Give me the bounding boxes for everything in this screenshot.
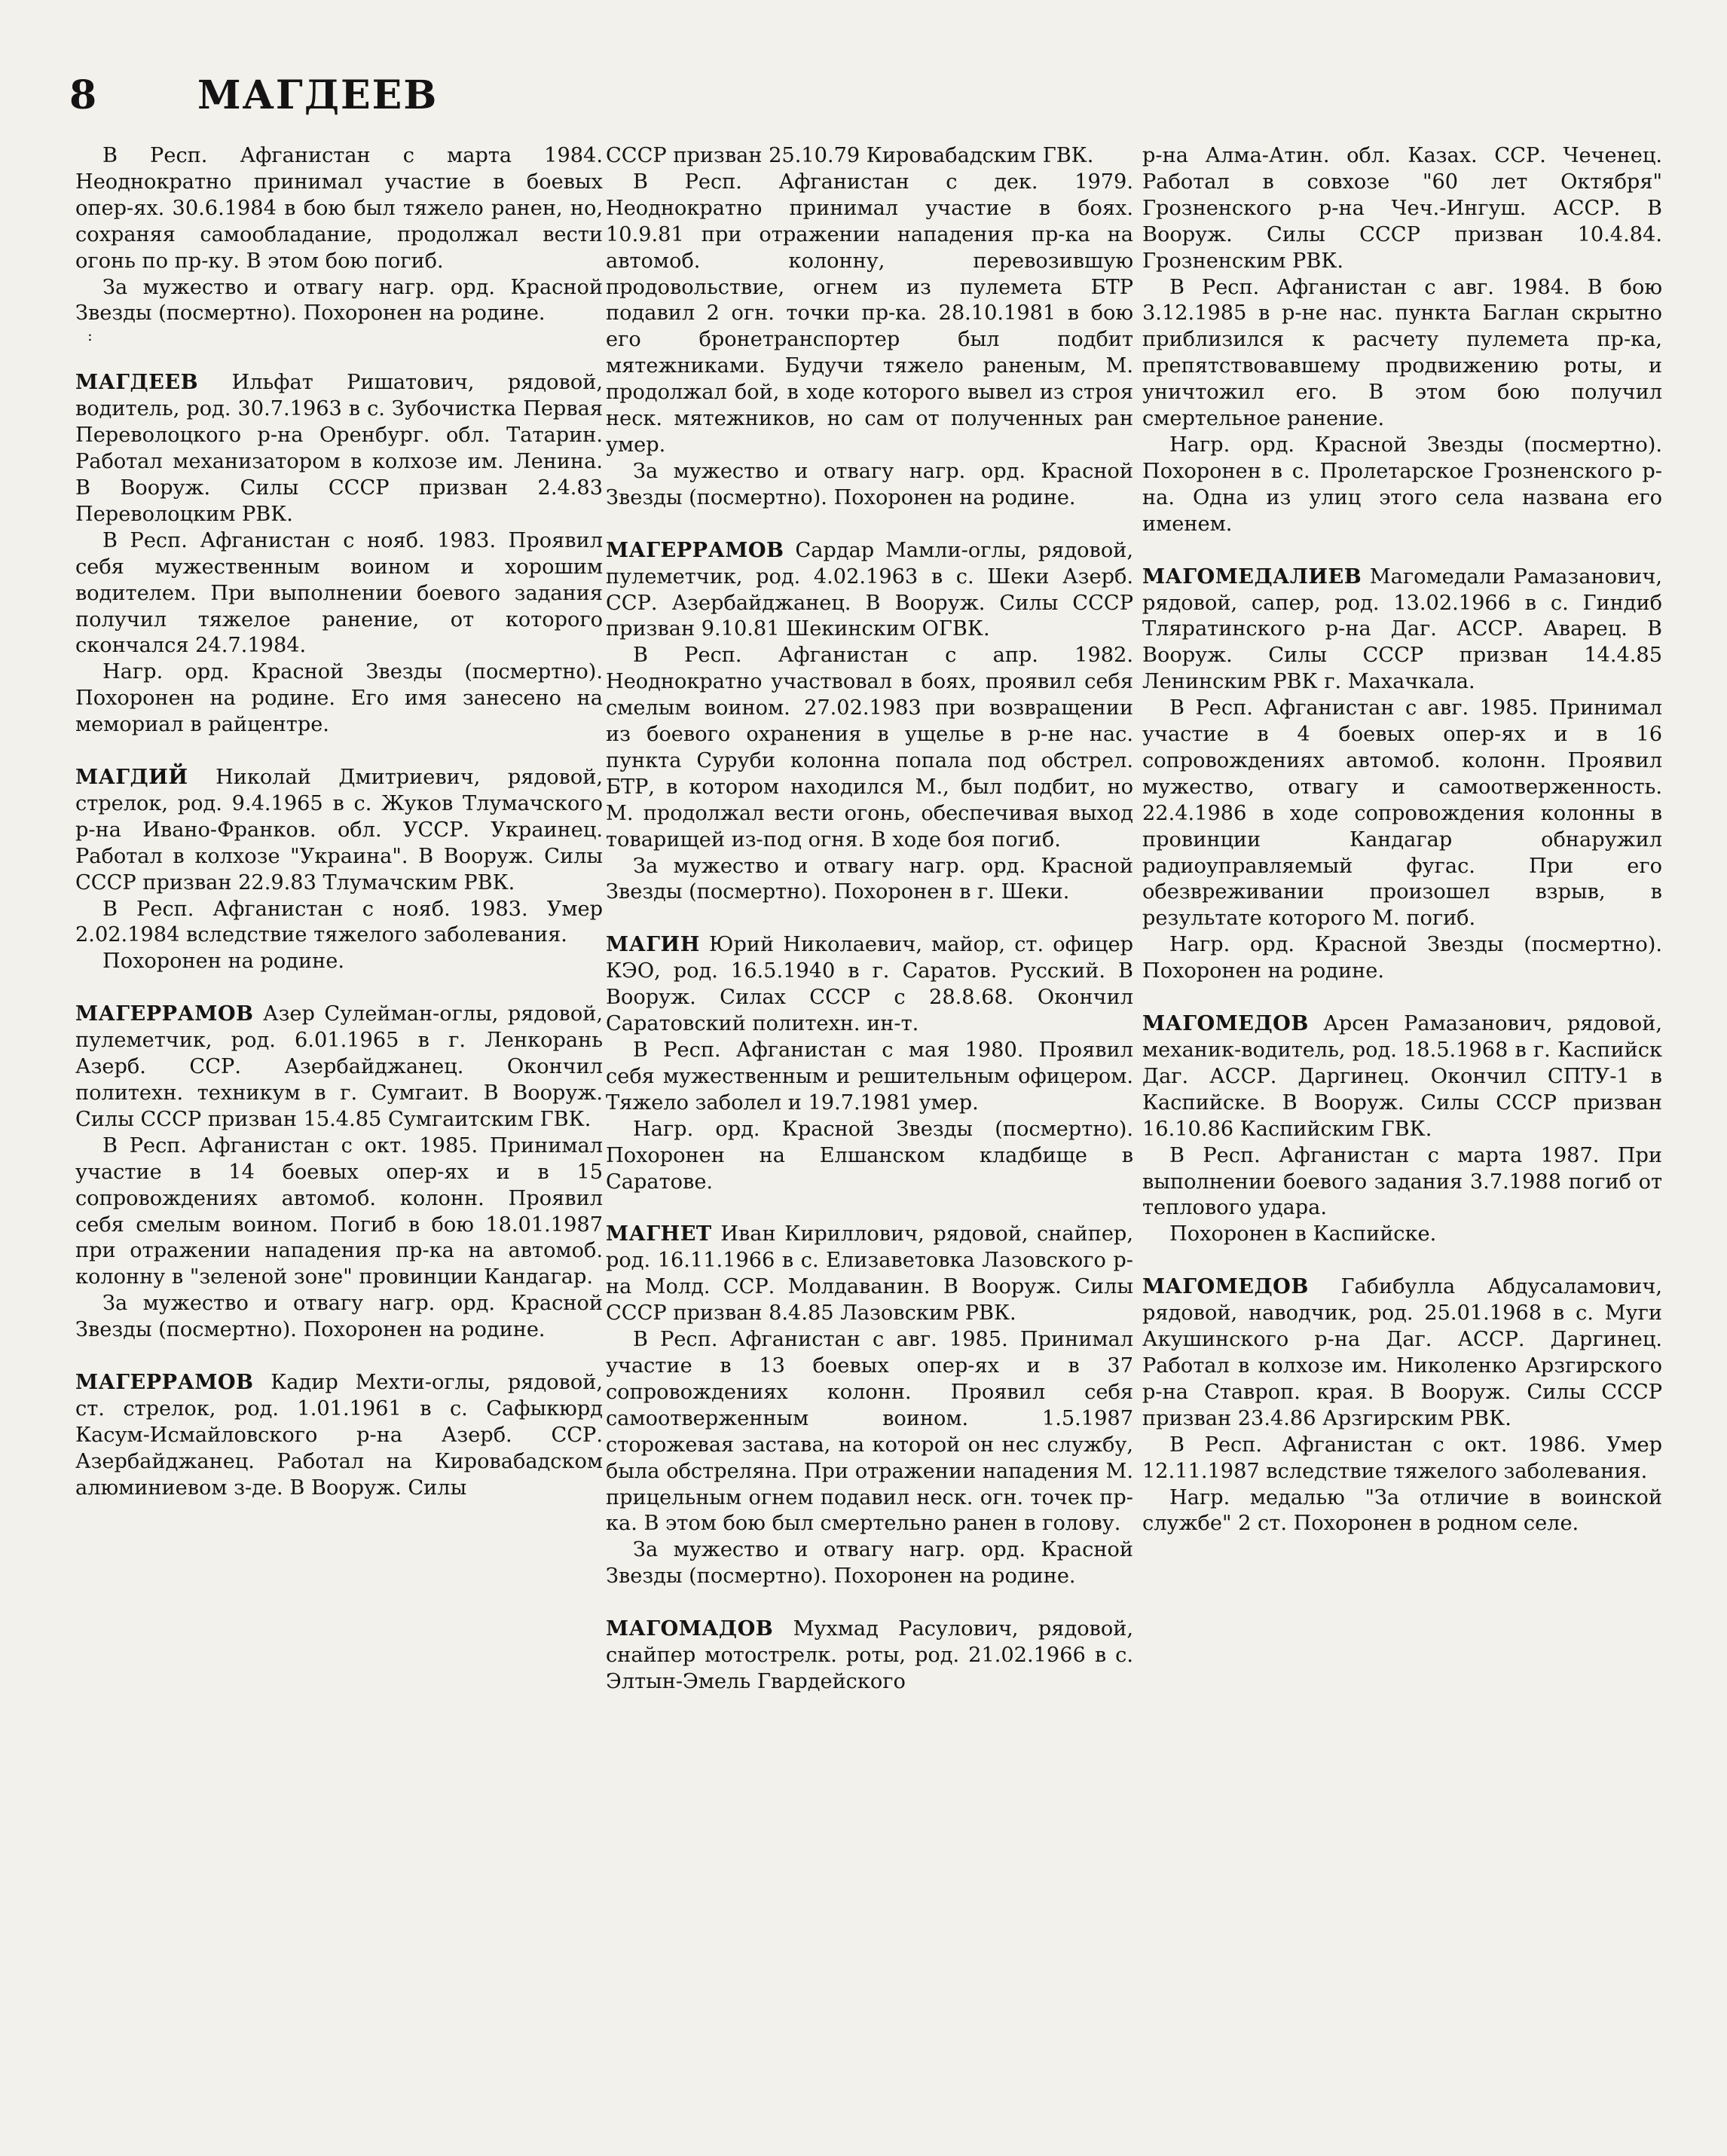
entry-paragraph: В Респ. Афганистан с нояб. 1983. Умер 2.02.1984 вследствие тяжелого заболевания. — [75, 897, 603, 947]
column-3 — [1142, 143, 1662, 1563]
entry-magomedov-arsen — [1142, 1011, 1662, 1248]
entry-magin-yuriy — [606, 931, 1133, 1195]
entry-text: Габибулла Абдусаламович, рядовой, наводчик, род. 25.01.1968 в с. Муги Акушинского р-на Даг. АССР. Даргинец. Работал в колхозе им. Николенко Арзгирского р-на Ставроп. края. В Вооруж. Силы СССР призван 23.4.86 Арзгирским РВК. — [1142, 1275, 1662, 1430]
entry-text: Арсен Рамазанович, рядовой, механик-водитель, род. 18.5.1968 в г. Каспийск Даг. АССР. Даргинец. Окончил СПТУ-1 в Каспийске. В Вооруж. Силы СССР призван 16.10.86 Каспийским ГВК. — [1142, 1012, 1662, 1141]
entry-surname: МАГОМАДОВ — [606, 1616, 774, 1641]
entry-paragraph: В Респ. Афганистан с апр. 1982. Неоднократно участвовал в боях, проявил себя смелым воином. 27.02.1983 при возвращении из боевого охранения в ущелье в р-не нас. пункта Суруби колонна попала под обстрел. БТР, в котором находился М., был подбит, но М. продолжал вести огонь, обеспечивая выход товарищей из-под огня. В ходе боя погиб. — [606, 644, 1133, 852]
entry-text: Мухмад Расулович, рядовой, снайпер мотострелк. роты, род. 21.02.1966 в с. Элтын-Эмель Гвардейского — [606, 1617, 1133, 1693]
entry-surname: МАГДЕЕВ — [75, 370, 199, 395]
entry-magomadov-muhmad — [606, 1616, 1133, 1696]
entry-surname: МАГНЕТ — [606, 1222, 712, 1246]
entry-magerramov-kadir — [75, 1369, 603, 1502]
page-number: 8 — [69, 72, 97, 118]
entry-magomedov-gabibulla — [1142, 1274, 1662, 1537]
entry-surname: МАГОМЕДОВ — [1142, 1011, 1309, 1036]
entry-paragraph: Нагр. орд. Красной Звезды (посмертно). Похоронен на Елшанском кладбище в Саратове. — [606, 1117, 1133, 1194]
entry-text: Азер Сулейман-оглы, рядовой, пулеметчик, род. 6.01.1965 в г. Ленкорань Азерб. ССР. Азербайджанец. Окончил политехн. техникум в г. Сумгаит. В Вооруж. Силы СССР призван 15.4.85 Сумгаитским ГВК. — [75, 1002, 603, 1131]
entry-paragraph: За мужество и отвагу нагр. орд. Красной Звезды (посмертно). Похоронен на родине. — [75, 1292, 603, 1342]
entry-lead — [1142, 1011, 1662, 1143]
entry-paragraph: В Респ. Афганистан с окт. 1986. Умер 12.11.1987 вследствие тяжелого заболевания. — [1142, 1433, 1662, 1483]
entry-continued — [75, 143, 603, 344]
entry-paragraph: Нагр. орд. Красной Звезды (посмертно). Похоронен в с. Пролетарское Грозненского р-на. Одна из улиц этого села названа его именем. — [1142, 433, 1662, 536]
entry-paragraph: В Респ. Афганистан с авг. 1984. В бою 3.12.1985 в р-не нас. пункта Баглан скрытно приблизился к расчету пулемета пр-ка, препятствовавшему продвижению роты, и уничтожил его. В этом бою получил смертельное ранение. — [1142, 275, 1662, 431]
entry-magnet-ivan — [606, 1221, 1133, 1590]
column-2 — [606, 143, 1133, 1721]
entry-paragraph: В Респ. Афганистан с дек. 1979. Неоднократно принимал участие в боях. 10.9.81 при отражении нападения пр-ка на автомоб. колонну, перевозившую продовольствие, огнем из пулемета БТР подавил 2 огн. точки пр-ка. 28.10.1981 в бою его бронетранспортер был подбит мятежниками. Будучи тяжело раненым, М. продолжал бой, в ходе которого вывел из строя неск. мятежников, но сам от полученных ран умер. — [606, 170, 1133, 457]
entry-paragraph: СССР призван 25.10.79 Кировабадским ГВК. — [606, 144, 1094, 167]
entry-paragraph: В Респ. Афганистан с нояб. 1983. Проявил себя мужественным воином и хорошим водителем. При выполнении боевого задания получил тяжелое ранение, от которого скончался 24.7.1984. — [75, 528, 603, 658]
entry-lead — [606, 1221, 1133, 1327]
entry-text: Сардар Мамли-оглы, рядовой, пулеметчик, род. 4.02.1963 в с. Шеки Азерб. ССР. Азербайджанец. В Вооруж. Силы СССР призван 9.10.81 Шекинским ОГВК. — [606, 538, 1133, 641]
entry-text: Кадир Мехти-оглы, рядовой, ст. стрелок, род. 1.01.1961 в с. Сафыкюрд Касум-Исмайловского р-на Азерб. ССР. Азербайджанец. Работал на Кировабадском алюминиевом з-де. В Вооруж. Силы — [75, 1371, 603, 1500]
entry-lead — [75, 1001, 603, 1133]
entry-surname: МАГИН — [606, 932, 700, 957]
entry-paragraph: Похоронен в Каспийске. — [1169, 1222, 1437, 1246]
entry-magomedaliev — [1142, 564, 1662, 986]
entry-text: Юрий Николаевич, майор, ст. офицер КЭО, род. 16.5.1940 в г. Саратов. Русский. В Вооруж. Силах СССР с 28.8.68. Окончил Саратовский политехн. ин-т. — [606, 933, 1133, 1036]
entry-lead — [1142, 564, 1662, 696]
entry-text: Ильфат Ришатович, рядовой, водитель, род. 30.7.1963 в с. Зубочистка Первая Переволоцкого р-на Оренбург. обл. Татарин. Работал механизатором в колхозе им. Ленина. В Вооруж. Силы СССР призван 2.4.83 Переволоцким РВК. — [75, 371, 603, 526]
entry-paragraph: За мужество и отвагу нагр. орд. Красной Звезды (посмертно). Похоронен на родине. — [606, 459, 1133, 509]
entry-continued — [606, 143, 1133, 512]
entry-paragraph: За мужество и отвагу нагр. орд. Красной Звезды (посмертно). Похоронен на родине. — [75, 275, 603, 326]
entry-paragraph: Нагр. орд. Красной Звезды (посмертно). Похоронен на родине. — [1142, 933, 1662, 983]
entry-magerramov-azer — [75, 1001, 603, 1344]
entry-paragraph: В Респ. Афганистан с марта 1987. При выполнении боевого задания 3.7.1988 погиб от теплового удара. — [1142, 1143, 1662, 1220]
entry-lead — [75, 764, 603, 897]
column-1 — [75, 143, 603, 1528]
entry-paragraph: В Респ. Афганистан с окт. 1985. Принимал участие в 14 боевых опер-ях и в 15 сопровождениях автомоб. колонн. Проявил себя смелым воином. Погиб в бою 18.01.1987 при отражении нападения пр-ка на автомоб. колонну в "зеленой зоне" провинции Кандагар. — [75, 1133, 603, 1289]
running-head: МАГДЕЕВ — [197, 72, 439, 118]
entry-paragraph: р-на Алма-Атин. обл. Казах. ССР. Чеченец. Работал в совхозе "60 лет Октября" Грозненского р-на Чеч.-Ингуш. АССР. В Вооруж. Силы СССР призван 10.4.84. Грозненским РВК. — [1142, 144, 1662, 273]
entry-surname: МАГЕРРАМОВ — [75, 1002, 254, 1026]
entry-continued — [1142, 143, 1662, 538]
entry-lead — [75, 1369, 603, 1502]
entry-paragraph: За мужество и отвагу нагр. орд. Красной Звезды (посмертно). Похоронен на родине. — [606, 1538, 1133, 1589]
entry-paragraph: Нагр. орд. Красной Звезды (посмертно). Похоронен на родине. Его имя занесено на мемориал в райцентре. — [75, 660, 603, 737]
entry-lead — [606, 1616, 1133, 1696]
entry-surname: МАГЕРРАМОВ — [606, 537, 784, 562]
entry-text: Николай Дмитриевич, рядовой, стрелок, род. 9.4.1965 в с. Жуков Тлумачского р-на Ивано-Франков. обл. УССР. Украинец. Работал в колхозе "Украина". В Вооруж. Силы СССР призван 22.9.83 Тлумачским РВК. — [75, 766, 603, 895]
entry-paragraph: Нагр. медалью "За отличие в воинской службе" 2 ст. Похоронен в родном селе. — [1142, 1485, 1662, 1536]
entry-magdeev-ilfat — [75, 369, 603, 739]
entry-surname: МАГДИЙ — [75, 765, 188, 790]
entry-lead — [606, 931, 1133, 1038]
entry-lead — [75, 369, 603, 528]
entry-surname: МАГОМЕДАЛИЕВ — [1142, 564, 1362, 589]
entry-surname: МАГЕРРАМОВ — [75, 1370, 254, 1395]
entry-lead — [1142, 1274, 1662, 1432]
entry-text: Магомедали Рамазанович, рядовой, сапер, род. 13.02.1966 в с. Гиндиб Тляратинского р-на Даг. АССР. Аварец. В Вооруж. Силы СССР призван 14.4.85 Ленинским РВК г. Махачкала. — [1142, 564, 1662, 694]
entry-paragraph: В Респ. Афганистан с авг. 1985. Принимал участие в 13 боевых опер-ях и в 37 сопровождениях колонн. Проявил себя самоотверженным воином. 1.5.1987 сторожевая застава, на которой он нес службу, была обстреляна. При отражении нападения М. прицельным огнем подавил неск. огн. точек пр-ка. В этом бою был смертельно ранен в голову. — [606, 1328, 1133, 1536]
entry-text: Иван Кириллович, рядовой, снайпер, род. 16.11.1966 в с. Елизаветовка Лазовского р-на Молд. ССР. Молдаванин. В Вооруж. Силы СССР призван 8.4.85 Лазовским РВК. — [606, 1222, 1133, 1326]
entry-magerramov-sardar — [606, 537, 1133, 907]
entry-paragraph: За мужество и отвагу нагр. орд. Красной Звезды (посмертно). Похоронен в г. Шеки. — [606, 854, 1133, 904]
entry-lead — [606, 537, 1133, 644]
printing-mark: : — [87, 326, 93, 345]
entry-paragraph: В Респ. Афганистан с марта 1984. Неоднократно принимал участие в боевых опер-ях. 30.6.1984 в бою был тяжело ранен, но, сохраняя самообладание, продолжал вести огонь по пр-ку. В этом бою погиб. — [75, 144, 603, 273]
entry-paragraph: В Респ. Афганистан с авг. 1985. Принимал участие в 4 боевых опер-ях и в 16 сопровождениях автомоб. колонн. Проявил мужество, отвагу и самоотверженность. 22.4.1986 в ходе сопровождения колонны в провинции Кандагар обнаружил радиоуправляемый фугас. При его обезвреживании произошел взрыв, в результате которого М. погиб. — [1142, 696, 1662, 931]
entry-magdiy-nikolay — [75, 764, 603, 975]
entry-paragraph: Похоронен на родине. — [102, 950, 344, 974]
entry-paragraph: В Респ. Афганистан с мая 1980. Проявил себя мужественным и решительным офицером. Тяжело заболел и 19.7.1981 умер. — [606, 1038, 1133, 1115]
entry-surname: МАГОМЕДОВ — [1142, 1274, 1309, 1299]
